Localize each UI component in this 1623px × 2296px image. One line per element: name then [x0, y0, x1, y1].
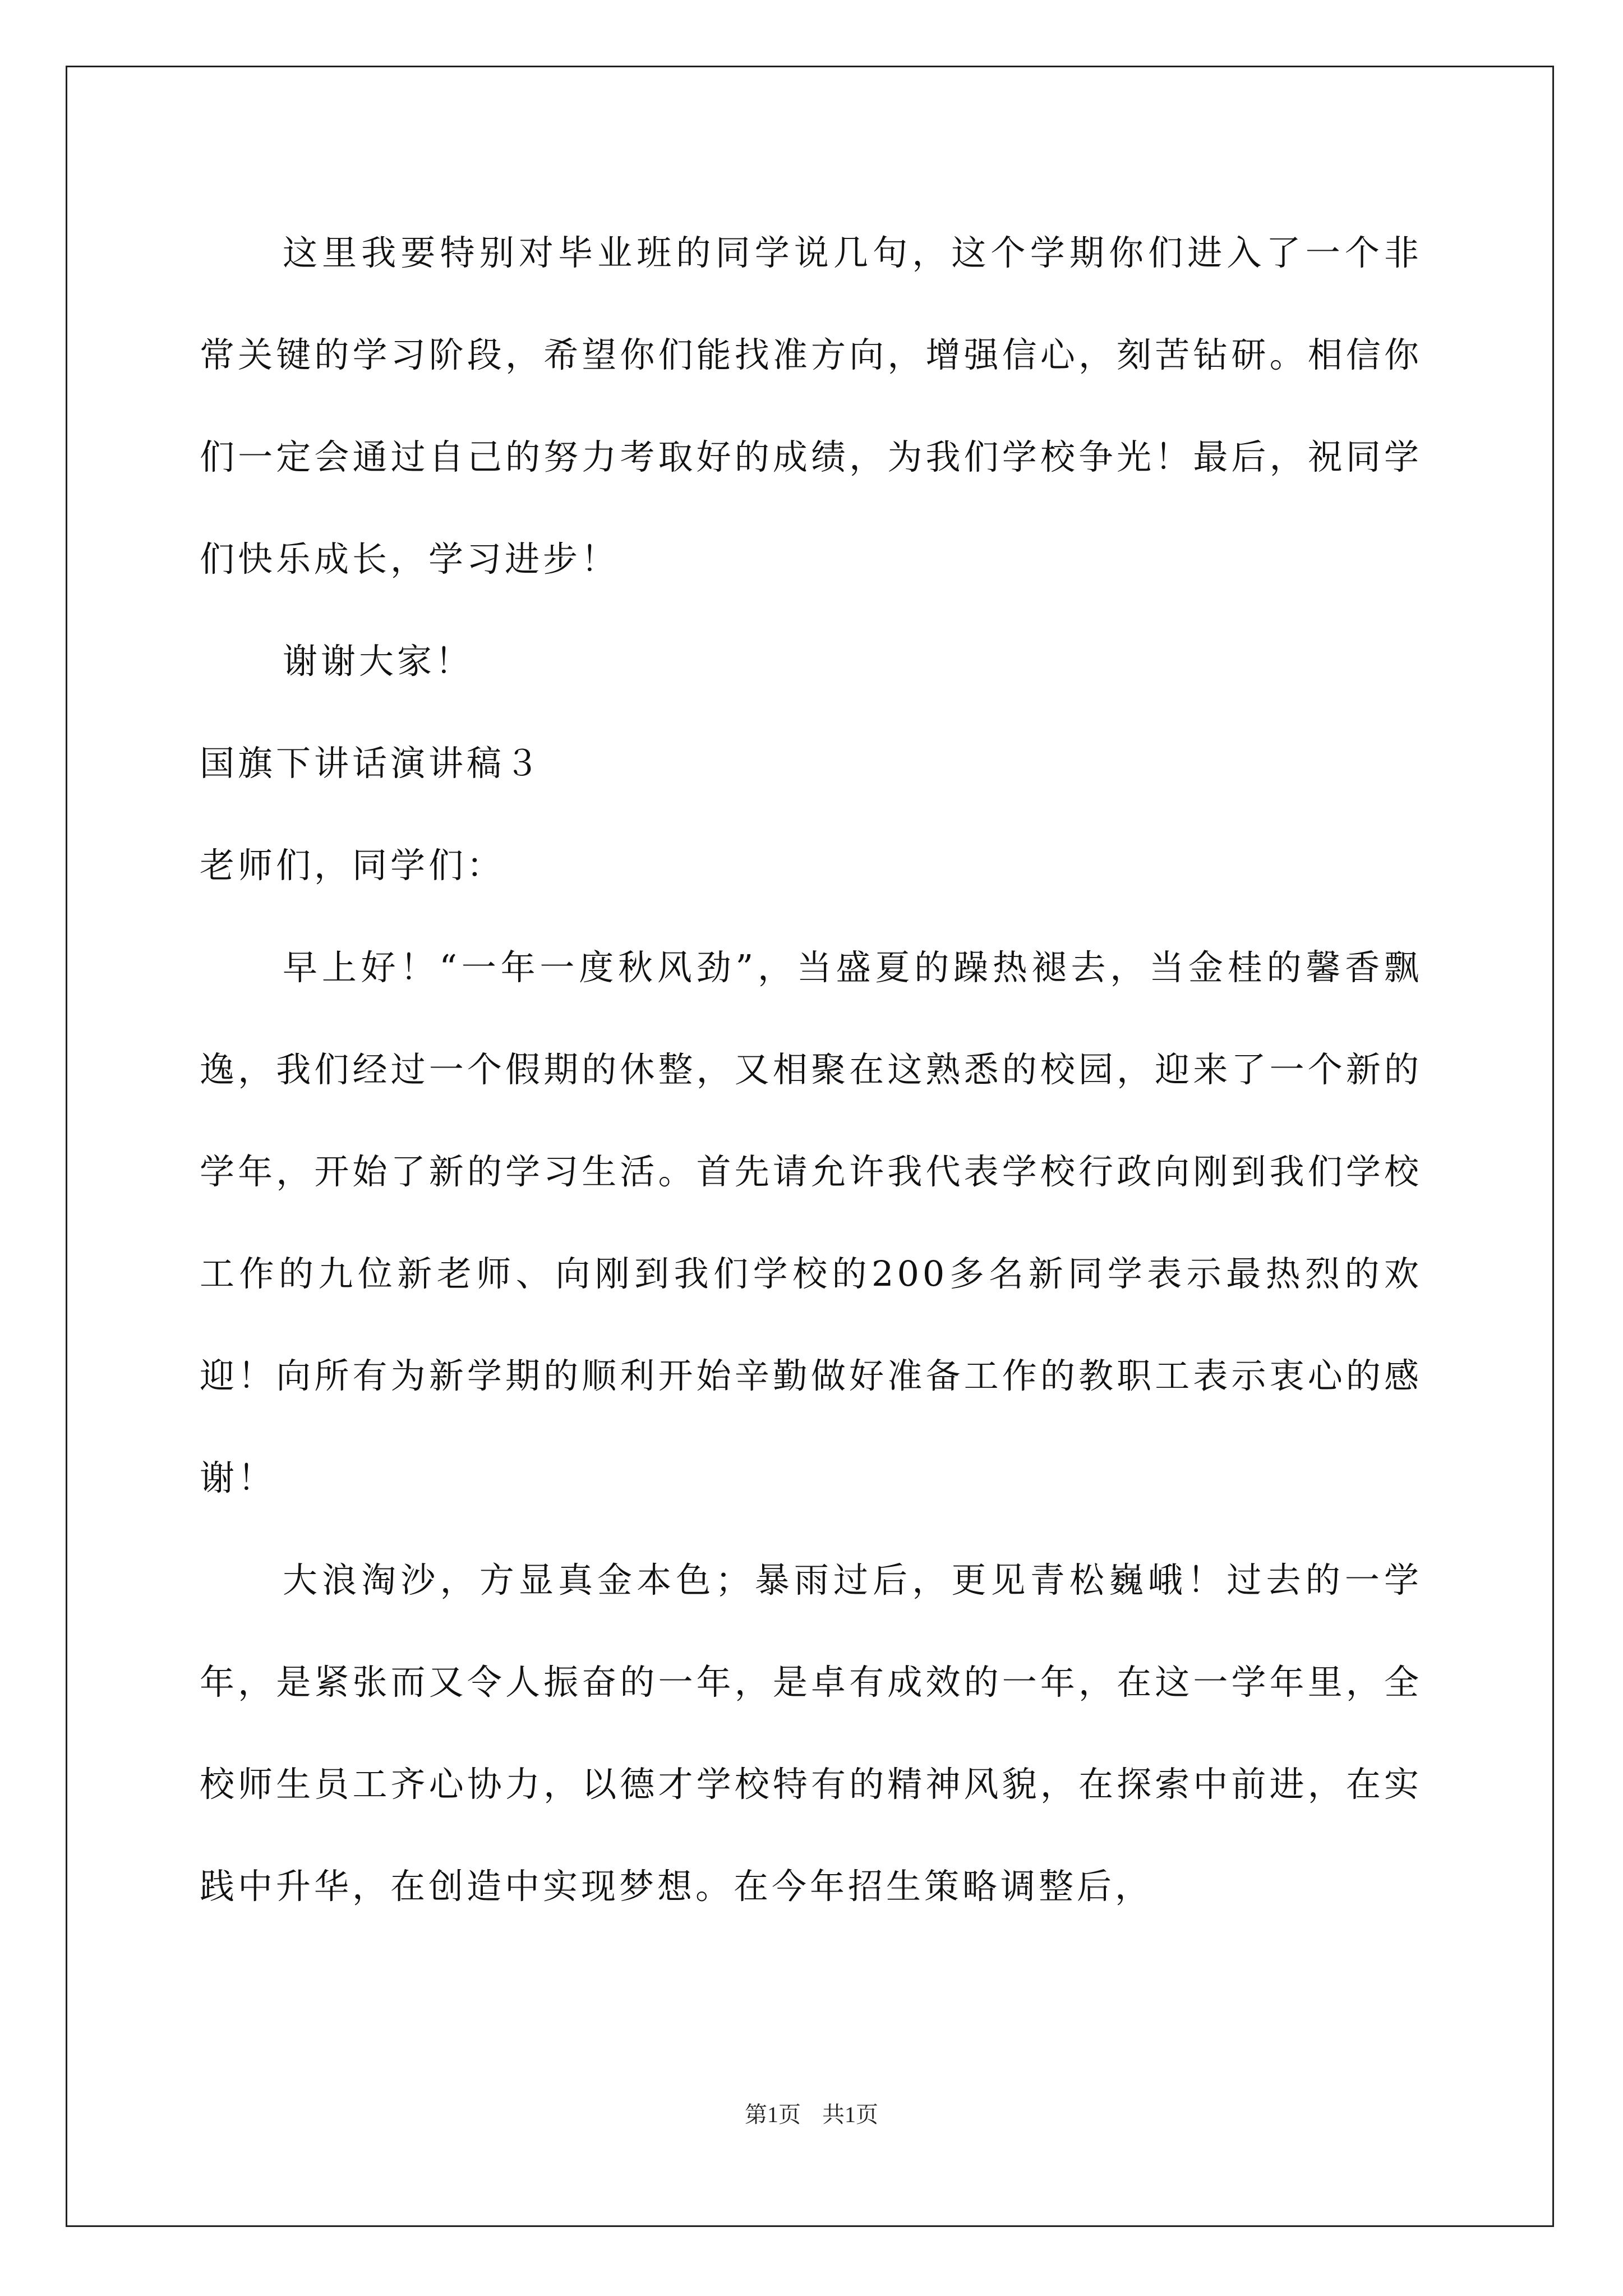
page-number-total: 共1页	[822, 2102, 878, 2127]
paragraph-thanks: 谢谢大家！	[283, 641, 474, 682]
paragraph-review: 大浪淘沙，方显真金本色；暴雨过后，更见青松巍峨！过去的一学年，是紧张而又令人振奋的一年，是卓有成效的一年，在这一学年里，全校师生员工齐心协力，以德才学校特有的精神风貌，在探索中前进，在实践中升华，在创造中实现梦想。在今年招生策略调整后，	[200, 1559, 1422, 1907]
page-footer	[0, 2098, 1623, 2132]
document-body	[200, 202, 1422, 1938]
paragraph-welcome: 早上好！“一年一度秋风劲”，当盛夏的躁热褪去，当金桂的馨香飘逸，我们经过一个假期的休整，又相聚在这熟悉的校园，迎来了一个新的学年，开始了新的学习生活。首先请允许我代表学校行政向刚到我们学校工作的九位新老师、向刚到我们学校的200多名新同学表示最热烈的欢迎！向所有为新学期的顺利开始辛勤做好准备工作的教职工表示衷心的感谢！	[200, 947, 1422, 1498]
paragraph-graduates: 这里我要特别对毕业班的同学说几句，这个学期你们进入了一个非常关键的学习阶段，希望你们能找准方向，增强信心，刻苦钻研。相信你们一定会通过自己的努力考取好的成绩，为我们学校争光！最后，祝同学们快乐成长，学习进步！	[200, 232, 1422, 579]
section-title: 国旗下讲话演讲稿３	[200, 743, 543, 784]
page-number-current: 第1页	[745, 2102, 801, 2127]
salutation: 老师们，同学们：	[200, 845, 505, 886]
